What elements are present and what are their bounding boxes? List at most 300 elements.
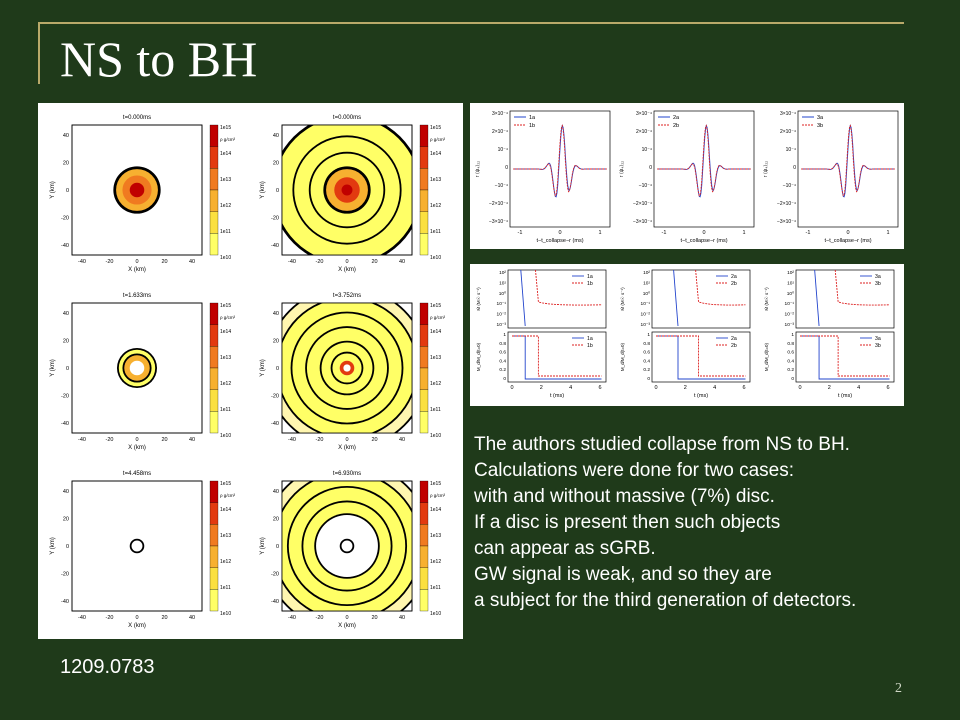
legend-label: 2b xyxy=(673,123,680,129)
legend-label: 1b xyxy=(587,281,593,287)
colorbar-segment xyxy=(420,147,428,169)
y-tick-label: 2×10⁻⁴ xyxy=(491,129,508,135)
legend-label: 1b xyxy=(587,343,593,349)
y-tick-label: 3×10⁻⁴ xyxy=(779,111,796,117)
y-tick-label: 10⁻¹ xyxy=(640,302,650,308)
x-tick-label: -40 xyxy=(288,437,296,443)
y-tick-label: -40 xyxy=(61,599,69,605)
y-axis-label: Y (km) xyxy=(50,359,56,377)
y-tick-label: 10⁻³ xyxy=(496,323,506,328)
colorbar-tick-label: 1e10 xyxy=(430,433,442,439)
density-contour xyxy=(130,361,145,376)
colorbar-segment xyxy=(210,503,218,525)
legend-label: 3b xyxy=(817,123,824,129)
y-tick-label: −10⁻⁴ xyxy=(782,183,796,189)
y-tick-label: 10⁻² xyxy=(496,312,506,318)
colorbar-tick-label: 1e14 xyxy=(220,507,232,513)
y-axis-label: M_d/M_d(t=0) xyxy=(764,342,769,372)
colorbar-unit: ρ g/cm³ xyxy=(430,493,446,498)
colorbar-segment xyxy=(420,346,428,368)
y-tick-label: 0 xyxy=(65,366,69,372)
y-tick-label: −2×10⁻⁴ xyxy=(777,201,796,207)
x-tick-label: 40 xyxy=(398,437,406,443)
colorbar-tick-label: 1e15 xyxy=(220,303,232,309)
y-tick-label: -20 xyxy=(61,215,69,222)
x-tick-label: 0 xyxy=(135,437,139,443)
x-tick-label: 1 xyxy=(742,230,746,236)
colorbar-tick-label: 1e11 xyxy=(220,229,231,235)
colorbar-segment xyxy=(210,411,218,433)
x-tick-label: 20 xyxy=(371,259,378,265)
y-tick-label: 10² xyxy=(499,271,506,276)
colorbar-segment xyxy=(210,212,218,234)
x-axis-label: X (km) xyxy=(338,267,356,273)
y-tick-label: 40 xyxy=(62,133,69,139)
y-tick-label: −10⁻⁴ xyxy=(638,183,652,189)
x-tick-label: 6 xyxy=(742,385,746,391)
x-tick-label: 0 xyxy=(702,230,706,236)
x-axis-label: X (km) xyxy=(338,445,356,451)
y-tick-label: 0 xyxy=(505,165,508,171)
colorbar-segment xyxy=(420,568,428,590)
colorbar-unit: ρ g/cm³ xyxy=(430,137,446,142)
panel-time-label: t=0.000ms xyxy=(122,115,152,121)
legend-label: 2a xyxy=(731,336,737,342)
colorbar-tick-label: 1e10 xyxy=(220,433,232,439)
colorbar-tick-label: 1e10 xyxy=(220,611,232,617)
y-tick-label: 10⁰ xyxy=(498,291,506,297)
y-tick-label: -20 xyxy=(271,571,279,578)
y-tick-label: 0.8 xyxy=(787,341,794,347)
colorbar-tick-label: 1e13 xyxy=(220,355,232,361)
y-tick-label: 0 xyxy=(275,188,279,194)
colorbar-tick-label: 1e14 xyxy=(220,151,232,157)
panel-time-label: t=6.930ms xyxy=(332,471,362,477)
colorbar-segment xyxy=(210,390,218,412)
y-axis-label: Ṁ (M☉ s⁻¹) xyxy=(764,287,769,311)
colorbar-tick-label: 1e12 xyxy=(220,381,232,387)
legend-label: 2a xyxy=(673,115,680,121)
colorbar-segment xyxy=(420,168,428,190)
y-tick-label: 0.4 xyxy=(643,359,650,365)
y-tick-label: 10¹ xyxy=(787,281,794,287)
y-tick-label: 40 xyxy=(272,133,279,139)
y-tick-label: −3×10⁻⁴ xyxy=(489,219,508,225)
body-line: If a disc is present then such objects xyxy=(474,512,781,533)
x-tick-label: 40 xyxy=(398,615,406,621)
colorbar-segment xyxy=(210,190,218,212)
y-tick-label: 20 xyxy=(272,160,279,167)
x-axis-label: t−t_collapse−r (ms) xyxy=(536,238,584,244)
x-tick-label: 20 xyxy=(161,615,168,621)
mass-panel xyxy=(763,270,894,399)
y-tick-label: 10⁰ xyxy=(642,291,650,297)
colorbar-segment xyxy=(210,303,218,325)
y-tick-label: 0.8 xyxy=(499,341,506,347)
x-tick-label: 40 xyxy=(188,259,196,265)
colorbar-tick-label: 1e14 xyxy=(430,151,442,157)
x-axis-label: t−t_collapse−r (ms) xyxy=(824,238,872,244)
colorbar-segment xyxy=(210,481,218,503)
colorbar-segment xyxy=(210,568,218,590)
y-tick-label: 0 xyxy=(649,165,652,171)
legend-label: 2b xyxy=(731,281,737,287)
colorbar-segment xyxy=(210,147,218,169)
body-line: The authors studied collapse from NS to BH. xyxy=(474,434,850,455)
x-axis-label: X (km) xyxy=(338,623,356,629)
colorbar-tick-label: 1e14 xyxy=(430,507,442,513)
y-tick-label: 0.2 xyxy=(499,368,506,374)
x-tick-label: 0 xyxy=(135,259,139,265)
y-tick-label: -40 xyxy=(61,421,69,427)
y-tick-label: 10¹ xyxy=(499,281,506,287)
colorbar-tick-label: 1e15 xyxy=(430,303,442,309)
legend-label: 1a xyxy=(587,274,593,280)
x-tick-label: 0 xyxy=(345,437,349,443)
x-tick-label: 1 xyxy=(598,230,602,236)
x-tick-label: 1 xyxy=(886,230,890,236)
x-tick-label: -40 xyxy=(78,437,86,443)
y-axis-label: Ṁ (M☉ s⁻¹) xyxy=(620,287,625,311)
contour-panel xyxy=(50,115,236,273)
colorbar-tick-label: 1e11 xyxy=(220,585,231,591)
gw-panel xyxy=(475,111,610,244)
y-tick-label: 20 xyxy=(272,338,279,345)
gw-waveform-figure xyxy=(470,103,904,249)
colorbar-segment xyxy=(210,168,218,190)
y-tick-label: 0.8 xyxy=(643,341,650,347)
colorbar-tick-label: 1e13 xyxy=(430,177,442,183)
contour-panel xyxy=(260,286,446,451)
y-tick-label: 10⁻¹ xyxy=(496,302,506,308)
y-tick-label: 10⁻² xyxy=(640,312,650,318)
colorbar-segment xyxy=(210,589,218,611)
y-tick-label: 0 xyxy=(791,377,794,382)
density-contour-plots xyxy=(38,103,463,639)
colorbar-segment xyxy=(420,325,428,347)
y-tick-label: -40 xyxy=(271,421,279,427)
y-tick-label: 10⁻⁴ xyxy=(641,147,652,153)
density-rings xyxy=(113,166,160,213)
y-tick-label: 10⁰ xyxy=(786,291,794,297)
y-tick-label: -20 xyxy=(61,571,69,578)
mass-accretion-figure xyxy=(470,264,904,406)
y-tick-label: 1 xyxy=(503,333,506,338)
y-tick-label: 0 xyxy=(793,165,796,171)
density-rings xyxy=(261,460,432,631)
colorbar-segment xyxy=(210,368,218,390)
density-contour xyxy=(342,541,353,552)
y-tick-label: 20 xyxy=(62,338,69,345)
slide-title: NS to BH xyxy=(60,31,258,87)
colorbar-segment xyxy=(210,546,218,568)
x-tick-label: 2 xyxy=(683,385,687,391)
y-tick-label: 10⁻³ xyxy=(640,323,650,328)
colorbar-segment xyxy=(210,233,218,255)
y-axis-label: r ⟨ψ₄⟩₂₂ xyxy=(475,160,481,178)
contour-panel xyxy=(260,460,446,631)
x-tick-label: -1 xyxy=(805,230,811,236)
y-axis-label: r ⟨ψ₄⟩₂₂ xyxy=(619,160,625,178)
y-tick-label: 0.6 xyxy=(643,350,650,356)
y-tick-label: 0.6 xyxy=(499,350,506,356)
x-tick-label: -40 xyxy=(78,259,86,265)
x-tick-label: 0 xyxy=(558,230,562,236)
density-contour xyxy=(342,185,353,196)
x-tick-label: 20 xyxy=(371,615,378,621)
gw-panel xyxy=(763,111,898,244)
y-tick-label: 0 xyxy=(275,544,279,550)
y-tick-label: -20 xyxy=(61,393,69,400)
x-tick-label: -40 xyxy=(288,615,296,621)
y-tick-label: 20 xyxy=(272,516,279,523)
density-rings xyxy=(130,539,145,554)
x-tick-label: -20 xyxy=(105,615,114,621)
colorbar-segment xyxy=(420,190,428,212)
colorbar-tick-label: 1e13 xyxy=(220,533,232,539)
y-axis-label: Y (km) xyxy=(260,359,266,377)
colorbar-tick-label: 1e14 xyxy=(430,329,442,335)
y-tick-label: 0 xyxy=(275,366,279,372)
y-tick-label: 40 xyxy=(62,489,69,495)
y-tick-label: 10⁻⁴ xyxy=(785,147,796,153)
colorbar-tick-label: 1e10 xyxy=(430,611,442,617)
frame-top-line xyxy=(38,22,904,24)
page-number: 2 xyxy=(895,681,902,696)
gw-waveform-plots xyxy=(470,103,904,249)
y-tick-label: 1 xyxy=(791,333,794,338)
y-tick-label: −3×10⁻⁴ xyxy=(633,219,652,225)
y-tick-label: 0.6 xyxy=(787,350,794,356)
x-axis-label: t−t_collapse−r (ms) xyxy=(680,238,728,244)
x-tick-label: -40 xyxy=(78,615,86,621)
colorbar-unit: ρ g/cm³ xyxy=(220,137,236,142)
y-tick-label: 20 xyxy=(62,516,69,523)
legend-label: 2a xyxy=(731,274,737,280)
colorbar-segment xyxy=(420,524,428,546)
y-axis-label: M_d/M_d(t=0) xyxy=(476,342,481,372)
gw-panel xyxy=(619,111,754,244)
y-tick-label: 2×10⁻⁴ xyxy=(635,129,652,135)
y-tick-label: -40 xyxy=(271,599,279,605)
colorbar-segment xyxy=(420,125,428,147)
arxiv-reference: 1209.0783 xyxy=(60,656,155,678)
y-tick-label: -40 xyxy=(61,243,69,249)
y-axis-label: r ⟨ψ₄⟩₂₂ xyxy=(763,160,769,178)
x-tick-label: -20 xyxy=(105,437,114,443)
y-tick-label: 40 xyxy=(272,311,279,317)
y-axis-label: Ṁ (M☉ s⁻¹) xyxy=(476,287,481,311)
y-tick-label: 10⁻⁴ xyxy=(497,147,508,153)
colorbar-tick-label: 1e12 xyxy=(430,203,442,209)
colorbar-tick-label: 1e10 xyxy=(430,255,442,261)
colorbar-segment xyxy=(210,325,218,347)
y-tick-label: −2×10⁻⁴ xyxy=(489,201,508,207)
colorbar-tick-label: 1e15 xyxy=(430,481,442,487)
y-tick-label: 10⁻¹ xyxy=(784,302,794,308)
x-axis-label: t (ms) xyxy=(549,393,565,399)
x-tick-label: 4 xyxy=(713,385,717,391)
x-tick-label: 0 xyxy=(846,230,850,236)
x-tick-label: 20 xyxy=(371,437,378,443)
y-tick-label: 0.4 xyxy=(787,359,794,365)
colorbar-tick-label: 1e15 xyxy=(220,481,232,487)
x-tick-label: 0 xyxy=(654,385,658,391)
x-tick-label: 20 xyxy=(161,437,168,443)
colorbar-tick-label: 1e10 xyxy=(220,255,232,261)
legend-label: 3a xyxy=(875,274,881,280)
y-tick-label: 10⁻² xyxy=(784,312,794,318)
colorbar-tick-label: 1e11 xyxy=(220,407,231,413)
body-line: can appear as sGRB. xyxy=(474,538,656,559)
y-tick-label: 1 xyxy=(647,333,650,338)
x-tick-label: 40 xyxy=(398,259,406,265)
y-axis-label: M_d/M_d(t=0) xyxy=(620,342,625,372)
y-tick-label: 10² xyxy=(643,271,650,276)
y-tick-label: 0.2 xyxy=(643,368,650,374)
y-tick-label: -20 xyxy=(271,215,279,222)
y-tick-label: 0 xyxy=(65,188,69,194)
colorbar-segment xyxy=(210,125,218,147)
colorbar-tick-label: 1e13 xyxy=(430,355,442,361)
body-line: Calculations were done for two cases: xyxy=(474,460,794,481)
colorbar-segment xyxy=(210,346,218,368)
x-tick-label: 6 xyxy=(598,385,602,391)
x-axis-label: X (km) xyxy=(128,267,146,273)
density-rings xyxy=(117,348,157,388)
x-tick-label: 4 xyxy=(857,385,861,391)
density-rings xyxy=(271,114,422,265)
colorbar-segment xyxy=(420,233,428,255)
x-tick-label: 0 xyxy=(135,615,139,621)
colorbar-tick-label: 1e12 xyxy=(430,559,442,565)
legend-label: 3b xyxy=(875,281,881,287)
y-tick-label: 3×10⁻⁴ xyxy=(491,111,508,117)
colorbar-unit: ρ g/cm³ xyxy=(220,493,236,498)
colorbar-tick-label: 1e14 xyxy=(220,329,232,335)
colorbar-tick-label: 1e12 xyxy=(220,203,232,209)
y-axis-label: Y (km) xyxy=(260,181,266,199)
x-tick-label: 40 xyxy=(188,615,196,621)
y-tick-label: -40 xyxy=(271,243,279,249)
x-tick-label: 0 xyxy=(345,615,349,621)
y-tick-label: −3×10⁻⁴ xyxy=(777,219,796,225)
x-tick-label: -20 xyxy=(315,437,324,443)
y-tick-label: -20 xyxy=(271,393,279,400)
legend-label: 1a xyxy=(587,336,593,342)
colorbar-tick-label: 1e12 xyxy=(220,559,232,565)
density-rings xyxy=(265,286,429,450)
mass-accretion-plots xyxy=(470,264,904,406)
colorbar-tick-label: 1e12 xyxy=(430,381,442,387)
contour-panel xyxy=(260,114,446,273)
colorbar-tick-label: 1e11 xyxy=(430,229,441,235)
density-contour xyxy=(130,183,145,198)
colorbar-tick-label: 1e11 xyxy=(430,585,441,591)
x-tick-label: -20 xyxy=(315,615,324,621)
colorbar-tick-label: 1e13 xyxy=(220,177,232,183)
x-axis-label: X (km) xyxy=(128,445,146,451)
mass-panel xyxy=(619,270,750,399)
colorbar-segment xyxy=(210,524,218,546)
contour-panel xyxy=(50,471,236,629)
colorbar-tick-label: 1e13 xyxy=(430,533,442,539)
y-tick-label: −2×10⁻⁴ xyxy=(633,201,652,207)
x-tick-label: 0 xyxy=(798,385,802,391)
x-tick-label: -1 xyxy=(661,230,667,236)
y-tick-label: 2×10⁻⁴ xyxy=(779,129,796,135)
panel-time-label: t=4.458ms xyxy=(122,471,152,477)
y-tick-label: 0 xyxy=(65,544,69,550)
y-axis-label: Y (km) xyxy=(50,537,56,555)
x-tick-label: 2 xyxy=(827,385,831,391)
y-tick-label: 0 xyxy=(503,377,506,382)
y-tick-label: 10² xyxy=(787,271,794,276)
colorbar-segment xyxy=(420,212,428,234)
legend-label: 3b xyxy=(875,343,881,349)
legend-label: 1b xyxy=(529,123,536,129)
x-tick-label: -20 xyxy=(315,259,324,265)
colorbar-segment xyxy=(420,390,428,412)
x-tick-label: -20 xyxy=(105,259,114,265)
body-line: with and without massive (7%) disc. xyxy=(474,486,775,507)
legend-label: 3a xyxy=(875,336,881,342)
mass-panel xyxy=(475,270,606,399)
y-tick-label: 40 xyxy=(62,311,69,317)
x-tick-label: 0 xyxy=(510,385,514,391)
colorbar-tick-label: 1e15 xyxy=(430,125,442,131)
body-line: GW signal is weak, and so they are xyxy=(474,564,772,585)
density-contour-figure xyxy=(38,103,463,639)
x-axis-label: t (ms) xyxy=(837,393,853,399)
colorbar-segment xyxy=(420,481,428,503)
y-tick-label: 3×10⁻⁴ xyxy=(635,111,652,117)
colorbar-segment xyxy=(420,546,428,568)
colorbar-segment xyxy=(420,411,428,433)
y-tick-label: 20 xyxy=(62,160,69,167)
y-tick-label: 40 xyxy=(272,489,279,495)
colorbar-unit: ρ g/cm³ xyxy=(220,315,236,320)
slide-body-text xyxy=(474,432,960,614)
colorbar-segment xyxy=(420,368,428,390)
legend-label: 2b xyxy=(731,343,737,349)
legend-label: 1a xyxy=(529,115,536,121)
legend-label: 3a xyxy=(817,115,824,121)
x-tick-label: -40 xyxy=(288,259,296,265)
y-axis-label: Y (km) xyxy=(50,181,56,199)
x-tick-label: 6 xyxy=(886,385,890,391)
y-tick-label: 0.2 xyxy=(787,368,794,374)
y-tick-label: 10⁻³ xyxy=(784,323,794,328)
colorbar-unit: ρ g/cm³ xyxy=(430,315,446,320)
frame-left-line xyxy=(38,22,40,84)
contour-panel xyxy=(50,293,236,451)
x-tick-label: 40 xyxy=(188,437,196,443)
body-line: a subject for the third generation of detectors. xyxy=(474,590,857,611)
panel-time-label: t=3.752ms xyxy=(332,293,362,299)
density-contour xyxy=(132,541,143,552)
colorbar-segment xyxy=(420,589,428,611)
colorbar-segment xyxy=(420,303,428,325)
x-tick-label: 20 xyxy=(161,259,168,265)
panel-time-label: t=1.633ms xyxy=(122,293,152,299)
y-axis-label: Y (km) xyxy=(260,537,266,555)
x-tick-label: 0 xyxy=(345,259,349,265)
colorbar-segment xyxy=(420,503,428,525)
y-tick-label: −10⁻⁴ xyxy=(494,183,508,189)
density-contour xyxy=(343,364,350,371)
y-tick-label: 0 xyxy=(647,377,650,382)
